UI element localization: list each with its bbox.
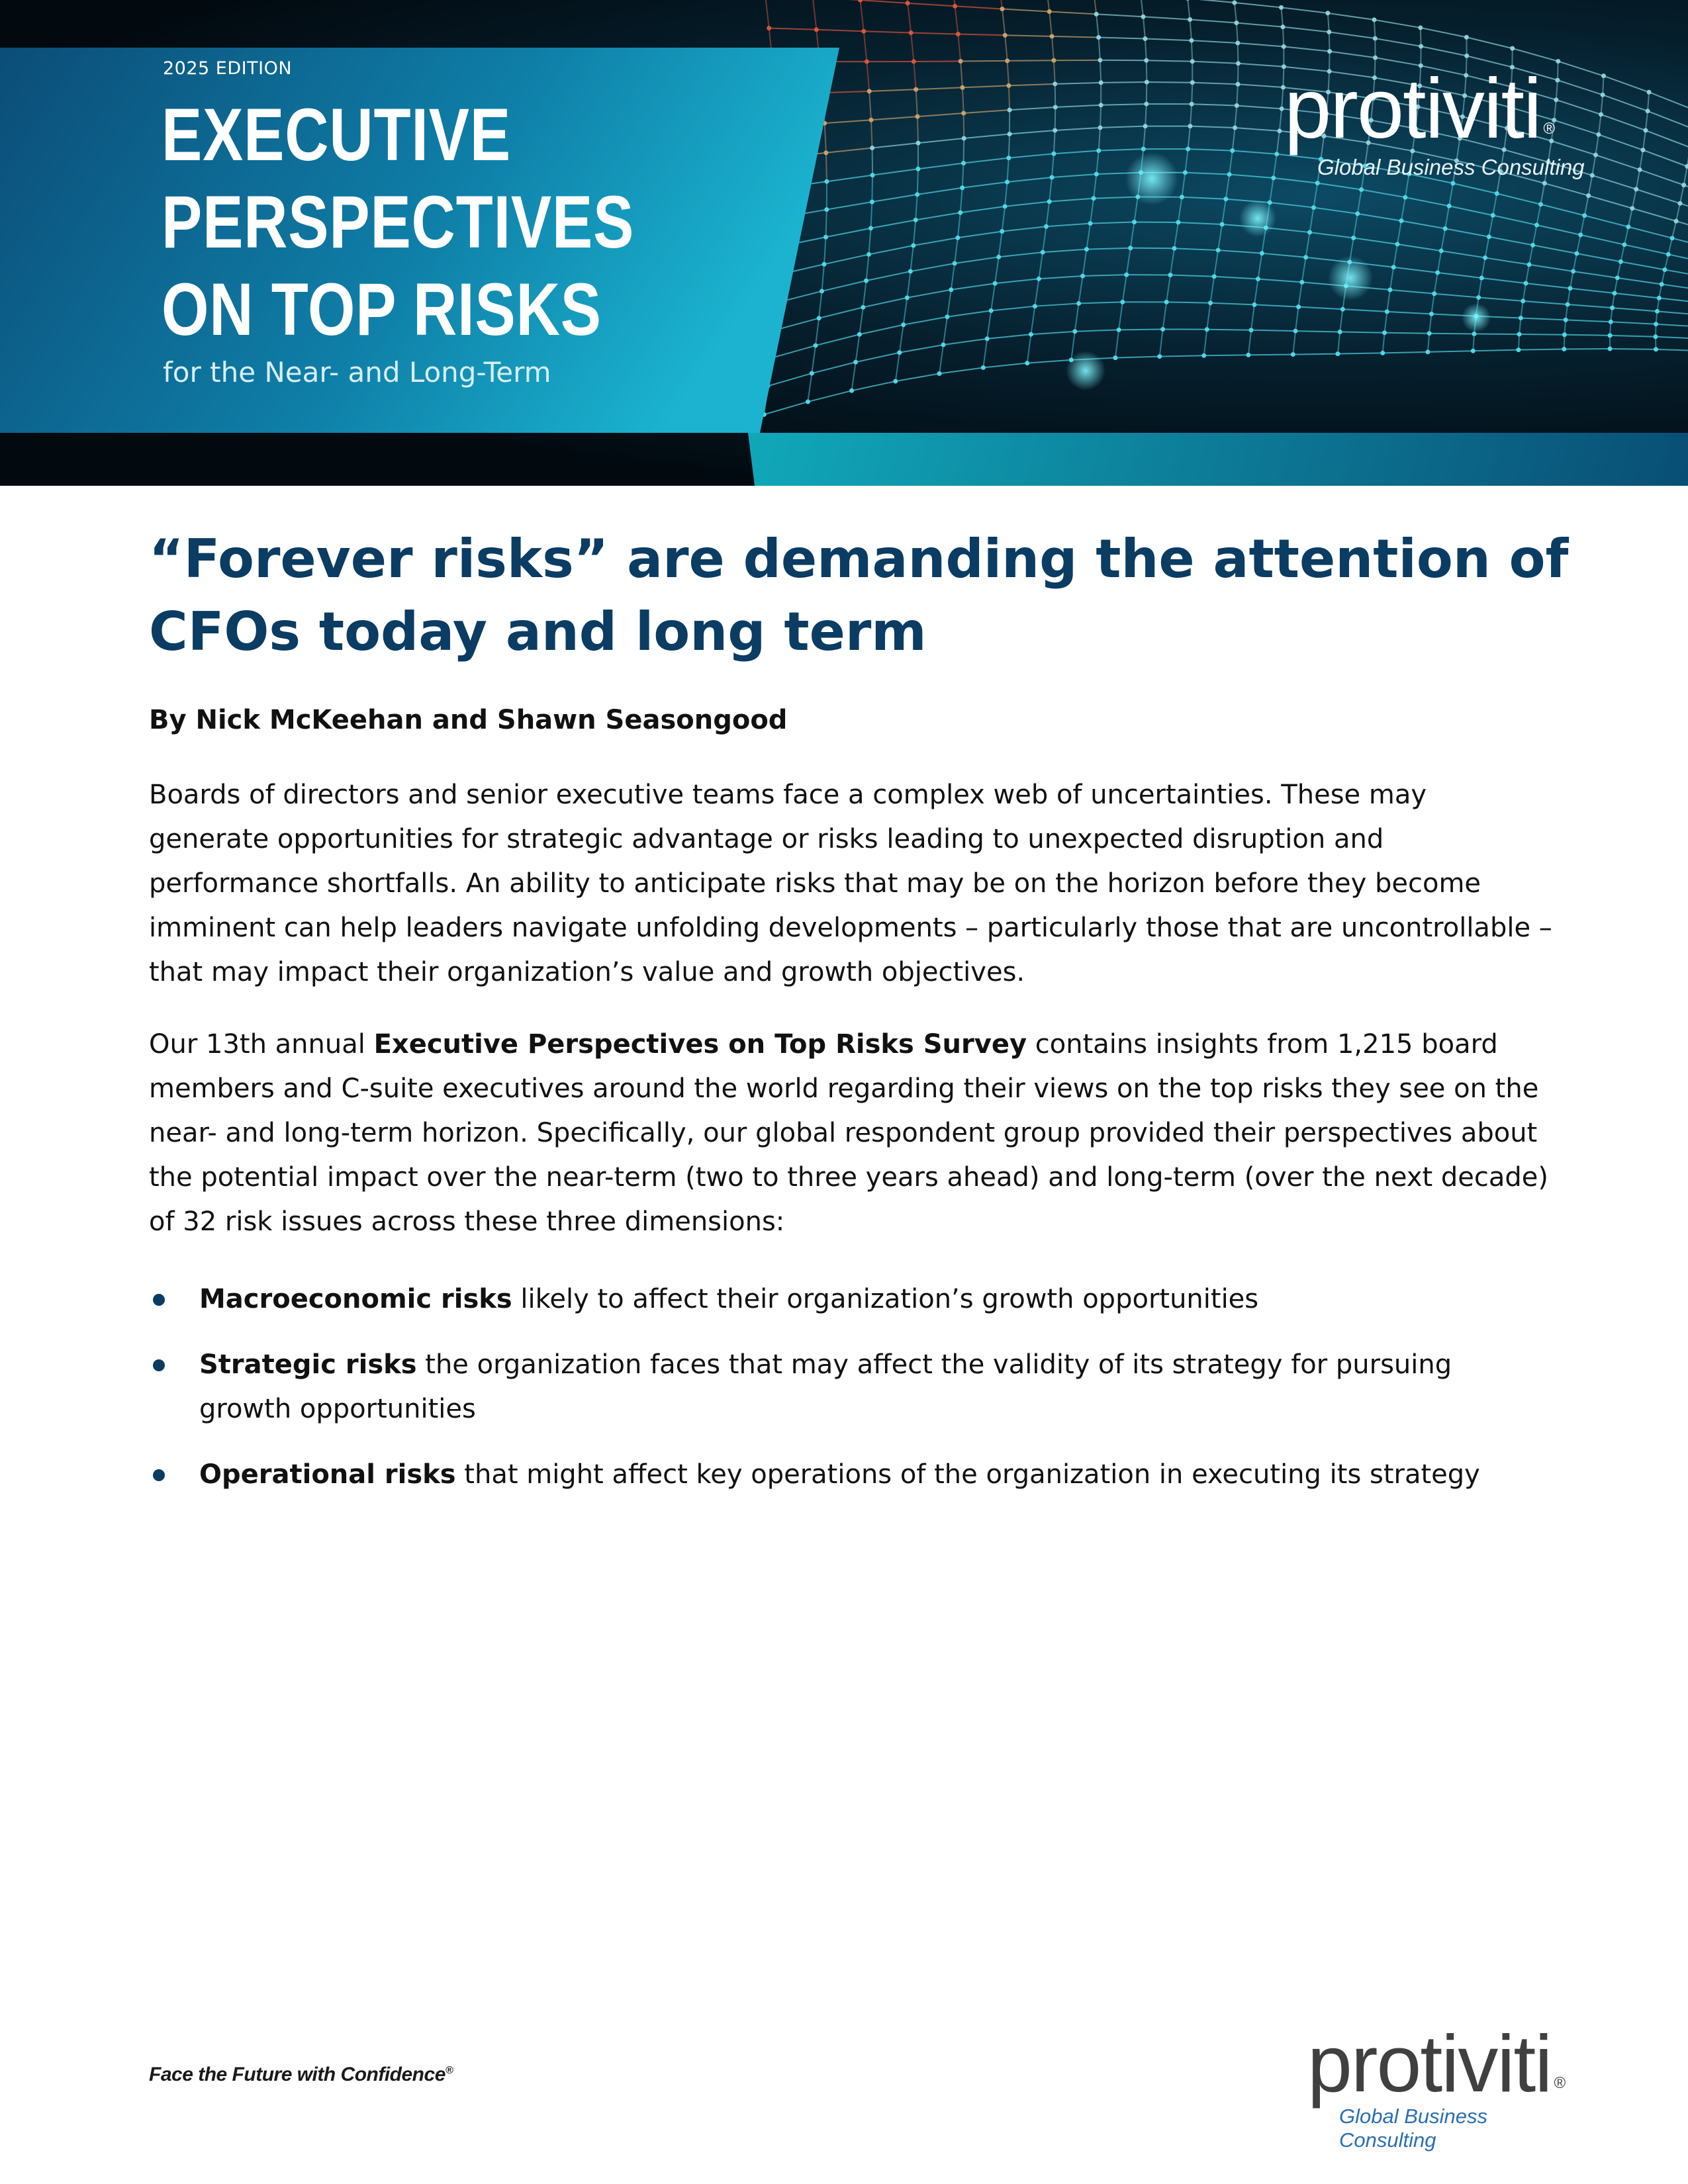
report-title (162, 91, 650, 353)
report-title-line: ON TOP RISKS (162, 268, 602, 351)
logo-word: protiviti (1307, 2019, 1552, 2109)
bullet-text: that might affect key operations of the organization in executing its strategy (455, 1459, 1480, 1490)
survey-paragraph-body: contains insights from 1,215 board members and C-suite executives around the world regarding their views on the top risks they see on the near- and long-term horizon. Specifically, our global respondent group provided their perspectives about the potential impact over the near-term (two to three years ahead) and long-term (over the next decade) of 32 risk issues across these three dimensions: (149, 1029, 1549, 1237)
report-title-line: PERSPECTIVES (162, 181, 635, 263)
bullet-text: the organization faces that may affect the validity of its strategy for pursuing growth opportunities (199, 1349, 1452, 1424)
bullet-term: Strategic risks (199, 1349, 417, 1380)
logo-tagline: Global Business Consulting (1339, 2105, 1488, 2152)
report-subtitle: for the Near- and Long-Term (163, 356, 551, 388)
footer-tagline-text: Face the Future with Confidence (149, 2064, 445, 2085)
protiviti-logo-footer (1307, 2019, 1585, 2152)
protiviti-logo-header (1284, 62, 1602, 180)
edition-label: 2025 EDITION (163, 58, 293, 79)
list-item (149, 1453, 1552, 1497)
bullet-term: Operational risks (199, 1459, 456, 1490)
report-title-line: EXECUTIVE (162, 93, 511, 176)
bullet-icon (153, 1359, 165, 1371)
survey-paragraph-lead: Our 13th annual (149, 1029, 374, 1060)
survey-paragraph (149, 1023, 1552, 1244)
list-item (149, 1343, 1552, 1432)
logo-wordmark (1284, 62, 1602, 156)
list-item (149, 1277, 1552, 1322)
bullet-text: likely to affect their organization’s growth opportunities (512, 1284, 1259, 1314)
registered-mark: ® (445, 2065, 453, 2076)
risk-dimensions-list (149, 1277, 1552, 1518)
bullet-icon (153, 1294, 165, 1306)
survey-name: Executive Perspectives on Top Risks Survey (373, 1029, 1027, 1060)
article-byline: By Nick McKeehan and Shawn Seasongood (149, 705, 788, 735)
logo-word: protiviti (1284, 62, 1541, 156)
intro-paragraph: Boards of directors and senior executive teams face a complex web of uncertainties. These may generate opportunities for strategic advantage or risks leading to unexpected disruption and performance shortfalls. An ability to anticipate risks that may be on the horizon before they become imminent can help leaders navigate unfolding developments – particularly those that are uncontrollable – that may impact their organization’s value and growth objectives. (149, 780, 1552, 987)
logo-wordmark (1307, 2019, 1585, 2109)
footer-tagline (149, 2064, 453, 2086)
article-headline: “Forever risks” are demanding the attention of CFOs today and long term (149, 528, 1569, 662)
bullet-icon (153, 1469, 165, 1481)
bullet-term: Macroeconomic risks (199, 1284, 512, 1314)
header-banner (0, 0, 1688, 486)
logo-tagline: Global Business Consulting (1317, 155, 1585, 179)
registered-mark: ® (1543, 120, 1554, 138)
registered-mark: ® (1554, 2074, 1565, 2092)
